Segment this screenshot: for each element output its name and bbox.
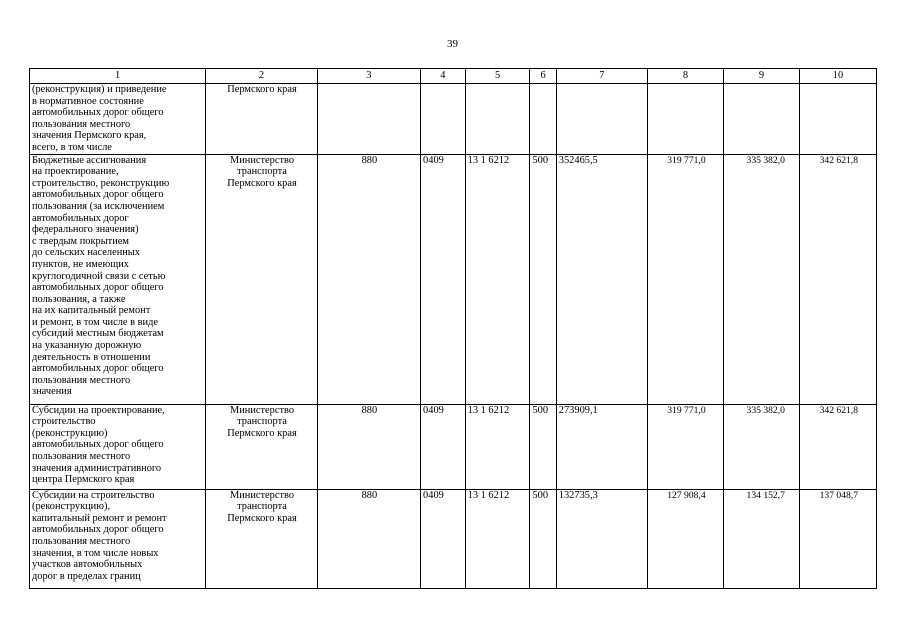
row-amount-col10: 342 621,8 [799,404,876,489]
row-code-880 [317,84,420,155]
column-number-7: 7 [556,69,647,84]
column-number-10: 10 [799,69,876,84]
row-amount-col7: 273909,1 [556,404,647,489]
table-row [30,489,877,588]
table-row [30,154,877,404]
column-number-4: 4 [421,69,466,84]
row-section: 0409 [421,404,466,489]
row-amount-col9: 335 382,0 [723,154,799,404]
row-target-article: 13 1 6212 [465,489,530,588]
budget-table [29,68,877,589]
column-number-9: 9 [723,69,799,84]
row-amount-col7: 352465,5 [556,154,647,404]
row-code-880: 880 [317,154,420,404]
column-number-3: 3 [317,69,420,84]
row-amount-col9 [723,84,799,155]
row-amount-col8 [647,84,723,155]
row-target-article: 13 1 6212 [465,404,530,489]
row-expense-type: 500 [530,154,556,404]
column-number-1: 1 [30,69,206,84]
row-expense-type: 500 [530,489,556,588]
row-expense-type: 500 [530,404,556,489]
row-amount-col8: 319 771,0 [647,154,723,404]
column-number-8: 8 [647,69,723,84]
row-code-880: 880 [317,404,420,489]
row-code-880: 880 [317,489,420,588]
row-section: 0409 [421,154,466,404]
row-amount-col8: 319 771,0 [647,404,723,489]
page-number: 39 [447,38,458,50]
row-ministry: Министерство транспорта Пермского края [206,154,317,404]
row-amount-col10 [799,84,876,155]
row-section: 0409 [421,489,466,588]
column-number-5: 5 [465,69,530,84]
row-ministry: Пермского края [206,84,317,155]
row-description: Бюджетные ассигнования на проектирование, строительство, реконструкцию автомобильных дорог общего пользования (за исключением автомобильных дорог федерального значения) с твердым покрытием до сельских населенных пунктов, не имеющих круглогодичной связи с сетью автомобильных дорог общего пользования, а также на их капитальный ремонт и ремонт, в том числе в виде субсидий местным бюджетам на указанную дорожную деятельность в отношении автомобильных дорог общего пользования местного значения [30,154,206,404]
row-description: Субсидии на проектирование, строительство (реконструкцию) автомобильных дорог общего пользования местного значения административного центра Пермского края [30,404,206,489]
column-number-6: 6 [530,69,556,84]
row-expense-type [530,84,556,155]
row-ministry: Министерство транспорта Пермского края [206,404,317,489]
row-amount-col10: 342 621,8 [799,154,876,404]
row-amount-col8: 127 908,4 [647,489,723,588]
row-ministry: Министерство транспорта Пермского края [206,489,317,588]
row-amount-col9: 335 382,0 [723,404,799,489]
row-amount-col9: 134 152,7 [723,489,799,588]
row-section [421,84,466,155]
row-target-article [465,84,530,155]
row-amount-col7: 132735,3 [556,489,647,588]
row-amount-col10: 137 048,7 [799,489,876,588]
row-description: Субсидии на строительство (реконструкцию), капитальный ремонт и ремонт автомобильных дорог общего пользования местного значения, в том числе новых участков автомобильных дорог в пределах границ [30,489,206,588]
table-row [30,404,877,489]
row-target-article: 13 1 6212 [465,154,530,404]
column-number-2: 2 [206,69,317,84]
table-row [30,84,877,155]
column-number-row [30,69,877,84]
row-description: (реконструкция) и приведение в нормативное состояние автомобильных дорог общего пользования местного значения Пермского края, всего, в том числе [30,84,206,155]
row-amount-col7 [556,84,647,155]
